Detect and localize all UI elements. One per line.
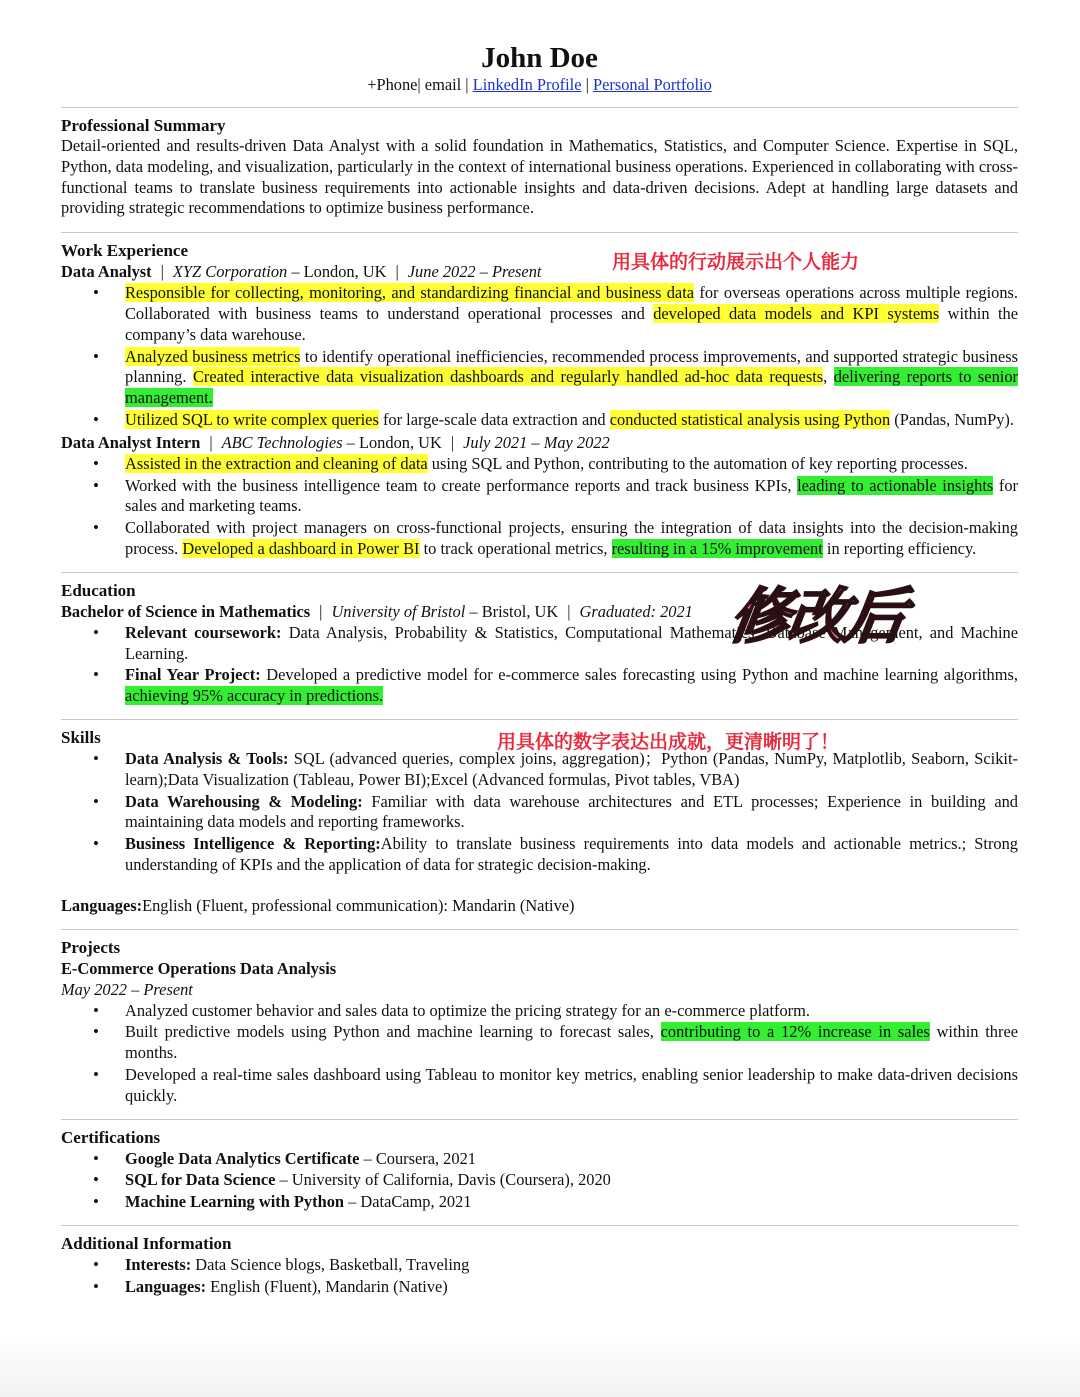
list-item [125,518,1018,560]
list-item [125,347,1018,409]
project-title: E-Commerce Operations Data Analysis [61,958,337,978]
job1-bullets [61,283,1018,431]
linkedin-link[interactable]: LinkedIn Profile [472,75,582,94]
cert-name: Machine Learning with Python [125,1192,345,1212]
job1-heading: Data Analyst | XYZ Corporation – London, UK | June 2022 – Present [61,262,542,282]
highlight-green: delivering reports to senior management. [125,367,1018,408]
revised-stamp: 修改后 [725,582,909,652]
project-bullets [61,1001,1018,1107]
bullet-text: Developed a predictive model for e-commerce sales forecasting using Python and machine learning algorithms, [260,665,1018,685]
project-dates-line [61,979,1018,1000]
contact-prefix: +Phone| email | [367,75,473,94]
highlight-yellow: Developed a dashboard in Power BI [182,538,420,558]
graduation-date: Graduated: 2021 [579,601,693,621]
list-item [125,283,1018,345]
additional-title: Additional Information [61,1233,232,1253]
additional-bullets [61,1255,1018,1298]
bullet-label: Data Warehousing & Modeling: [125,791,363,811]
bullet-text: Developed a real-time sales dashboard using Tableau to monitor key metrics, enabling senior leadership to make data-driven decisions quickly. [125,1064,1018,1105]
job2-location: – London, UK [342,432,442,452]
list-item [125,665,1018,707]
languages-label: Languages: [61,895,143,915]
bullet-label: Final Year Project: [125,665,261,685]
cert-issuer: – Coursera, 2021 [359,1148,476,1168]
bullet-text: within the company’s data warehouse. [125,303,1018,344]
portfolio-link[interactable]: Personal Portfolio [592,75,712,94]
bullet-text: English (Fluent), Mandarin (Native) [206,1276,448,1296]
bullet-text: Data Science blogs, Basketball, Traveling [191,1254,470,1274]
list-item [125,1022,1018,1064]
resume-page [61,42,1018,1298]
highlight-green: resulting in a 15% improvement [611,538,823,558]
cert-issuer: – DataCamp, 2021 [344,1192,472,1212]
bullet-text: Built predictive models using Python and machine learning to forecast sales, [125,1022,661,1042]
list-item [125,1001,1018,1022]
summary-title: Professional Summary [61,116,226,135]
education-title: Education [61,580,136,600]
projects-title: Projects [61,937,121,957]
highlight-green: contributing to a 12% increase in sales [660,1022,930,1042]
bullet-text: Collaborated with project managers on cross-functional projects, ensuring the integration of data insights into the decision-making process. [125,518,1018,558]
skills-bullets [61,749,1018,876]
bullet-text: for overseas operations across multiple regions. Collaborated with business teams to understand operational processes and [125,283,1018,323]
skills-languages [61,896,1018,917]
bullet-label: Languages: [125,1276,207,1296]
languages-text: English (Fluent, professional communication): Mandarin (Native) [142,895,575,915]
bullet-label: Data Analysis & Tools: [125,748,289,768]
cert-name: Google Data Analytics Certificate [125,1148,360,1168]
list-item [125,410,1018,431]
list-item [125,1277,1018,1298]
contact-divider: | [581,75,593,94]
list-item [125,454,1018,475]
highlight-yellow: Analyzed business metrics [125,346,301,366]
cert-name: SQL for Data Science [125,1170,276,1190]
summary-text: Detail-oriented and results-driven Data Analyst with a solid foundation in Mathematics, Statistics, and Computer Science. Expertise in SQL, Python, data modeling, and visualization, particularly in the context of international business operations. Experienced in collaborating with cross-functional teams to translate business requirements into actionable insights and data-driven decisions. Adept at handling large datasets and providing strategic recommendations to optimize business performance. [61,136,1018,218]
annotation-note-actions: 用具体的行动展示出个人能力 [612,251,860,273]
certification-bullets [61,1149,1018,1213]
bullet-text: Ability to translate business requirements into data models and actionable metrics.; Strong understanding of KPIs and the application of data for strategic decision-making. [125,834,1018,874]
list-item [125,792,1018,834]
highlight-yellow: Utilized SQL to write complex queries [125,409,379,429]
bullet-text: Analyzed customer behavior and sales data to optimize the pricing strategy for an e-commerce platform. [125,1000,810,1020]
bullet-label: Relevant coursework: [125,622,282,642]
project-name [61,958,1018,979]
skills-title: Skills [61,727,101,747]
bullet-text: Data Analysis, Probability & Statistics, Computational Mathematics, Database Management, and Machine Learning. [125,622,1018,663]
contact-line [61,75,1018,95]
highlight-yellow: Responsible for collecting, monitoring, and standardizing financial and business data [125,283,695,303]
section-divider [61,719,1018,720]
project-dates: May 2022 – Present [61,979,193,999]
highlight-yellow: conducted statistical analysis using Python [609,409,891,429]
section-divider [61,1225,1018,1226]
annotation-note-numbers: 用具体的数字表达出成就，更清晰明了！ [497,731,840,753]
photo-bottom-shadow [0,1337,1080,1397]
work-title: Work Experience [61,241,189,261]
list-item [125,1170,1018,1191]
job2-bullets [61,454,1018,560]
job2-role: Data Analyst Intern [61,432,201,452]
school-location: – Bristol, UK [465,601,559,621]
bullet-text: using SQL and Python, contributing to the automation of key reporting processes. [427,453,968,473]
section-divider [61,929,1018,930]
list-item [125,1065,1018,1107]
bullet-text: in reporting efficiency. [822,538,977,558]
education-heading: Bachelor of Science in Mathematics | University of Bristol – Bristol, UK | Graduated: 2021 [61,601,693,621]
list-item [125,1192,1018,1213]
highlight-yellow: developed data models and KPI systems [653,303,940,323]
bullet-text: SQL (advanced queries, complex joins, aggregation)；Python (Pandas, NumPy, Matplotlib, Seaborn, Scikit-learn);Data Visualization (Tableau, Power BI);Excel (Advanced formulas, Pivot tables, VBA) [125,748,1018,789]
job1-location: – London, UK [287,262,387,282]
bullet-text: , [823,367,834,387]
bullet-label: Business Intelligence & Reporting: [125,834,381,854]
bullet-text: Familiar with data warehouse architectures and ETL processes; Experience in building and maintaining data models and reporting frameworks. [125,791,1019,832]
job1-dates: June 2022 – Present [407,262,542,282]
bullet-text: Worked with the business intelligence team to create performance reports and track business KPIs, [125,475,798,495]
job2-company: ABC Technologies [221,432,343,452]
list-item [125,1255,1018,1276]
highlight-green: achieving 95% accuracy in predictions. [125,686,384,706]
section-divider [61,1119,1018,1120]
job2-heading: Data Analyst Intern | ABC Technologies – London, UK | July 2021 – May 2022 [61,432,610,452]
highlight-yellow: Assisted in the extraction and cleaning of data [125,453,428,473]
bullet-text: to track operational metrics, [419,538,612,558]
bullet-text: to identify operational inefficiencies, recommended process improvements, and supported strategic business planning. [125,346,1018,387]
job1-role: Data Analyst [61,262,152,282]
bullet-text: for large-scale data extraction and [378,409,610,429]
bullet-label: Interests: [125,1254,192,1274]
highlight-yellow: Created interactive data visualization dashboards and regularly handled ad-hoc data requests [192,367,824,387]
section-divider [61,232,1018,233]
degree-name: Bachelor of Science in Mathematics [61,601,311,621]
list-item [125,749,1018,791]
highlight-green: leading to actionable insights [797,475,994,495]
section-divider [61,107,1018,108]
section-divider [61,572,1018,573]
school-name: University of Bristol [331,601,466,621]
bullet-text: within three months. [125,1022,1018,1063]
list-item [125,1149,1018,1170]
candidate-name: John Doe [481,42,598,74]
bullet-text: for sales and marketing teams. [125,475,1019,516]
certifications-title: Certifications [61,1127,161,1147]
bullet-text: (Pandas, NumPy). [890,409,1014,429]
cert-issuer: – University of California, Davis (Coursera), 2020 [275,1170,611,1190]
list-item [125,476,1018,518]
list-item [125,834,1018,876]
job1-company: XYZ Corporation [172,262,288,282]
job2-dates: July 2021 – May 2022 [463,432,610,452]
